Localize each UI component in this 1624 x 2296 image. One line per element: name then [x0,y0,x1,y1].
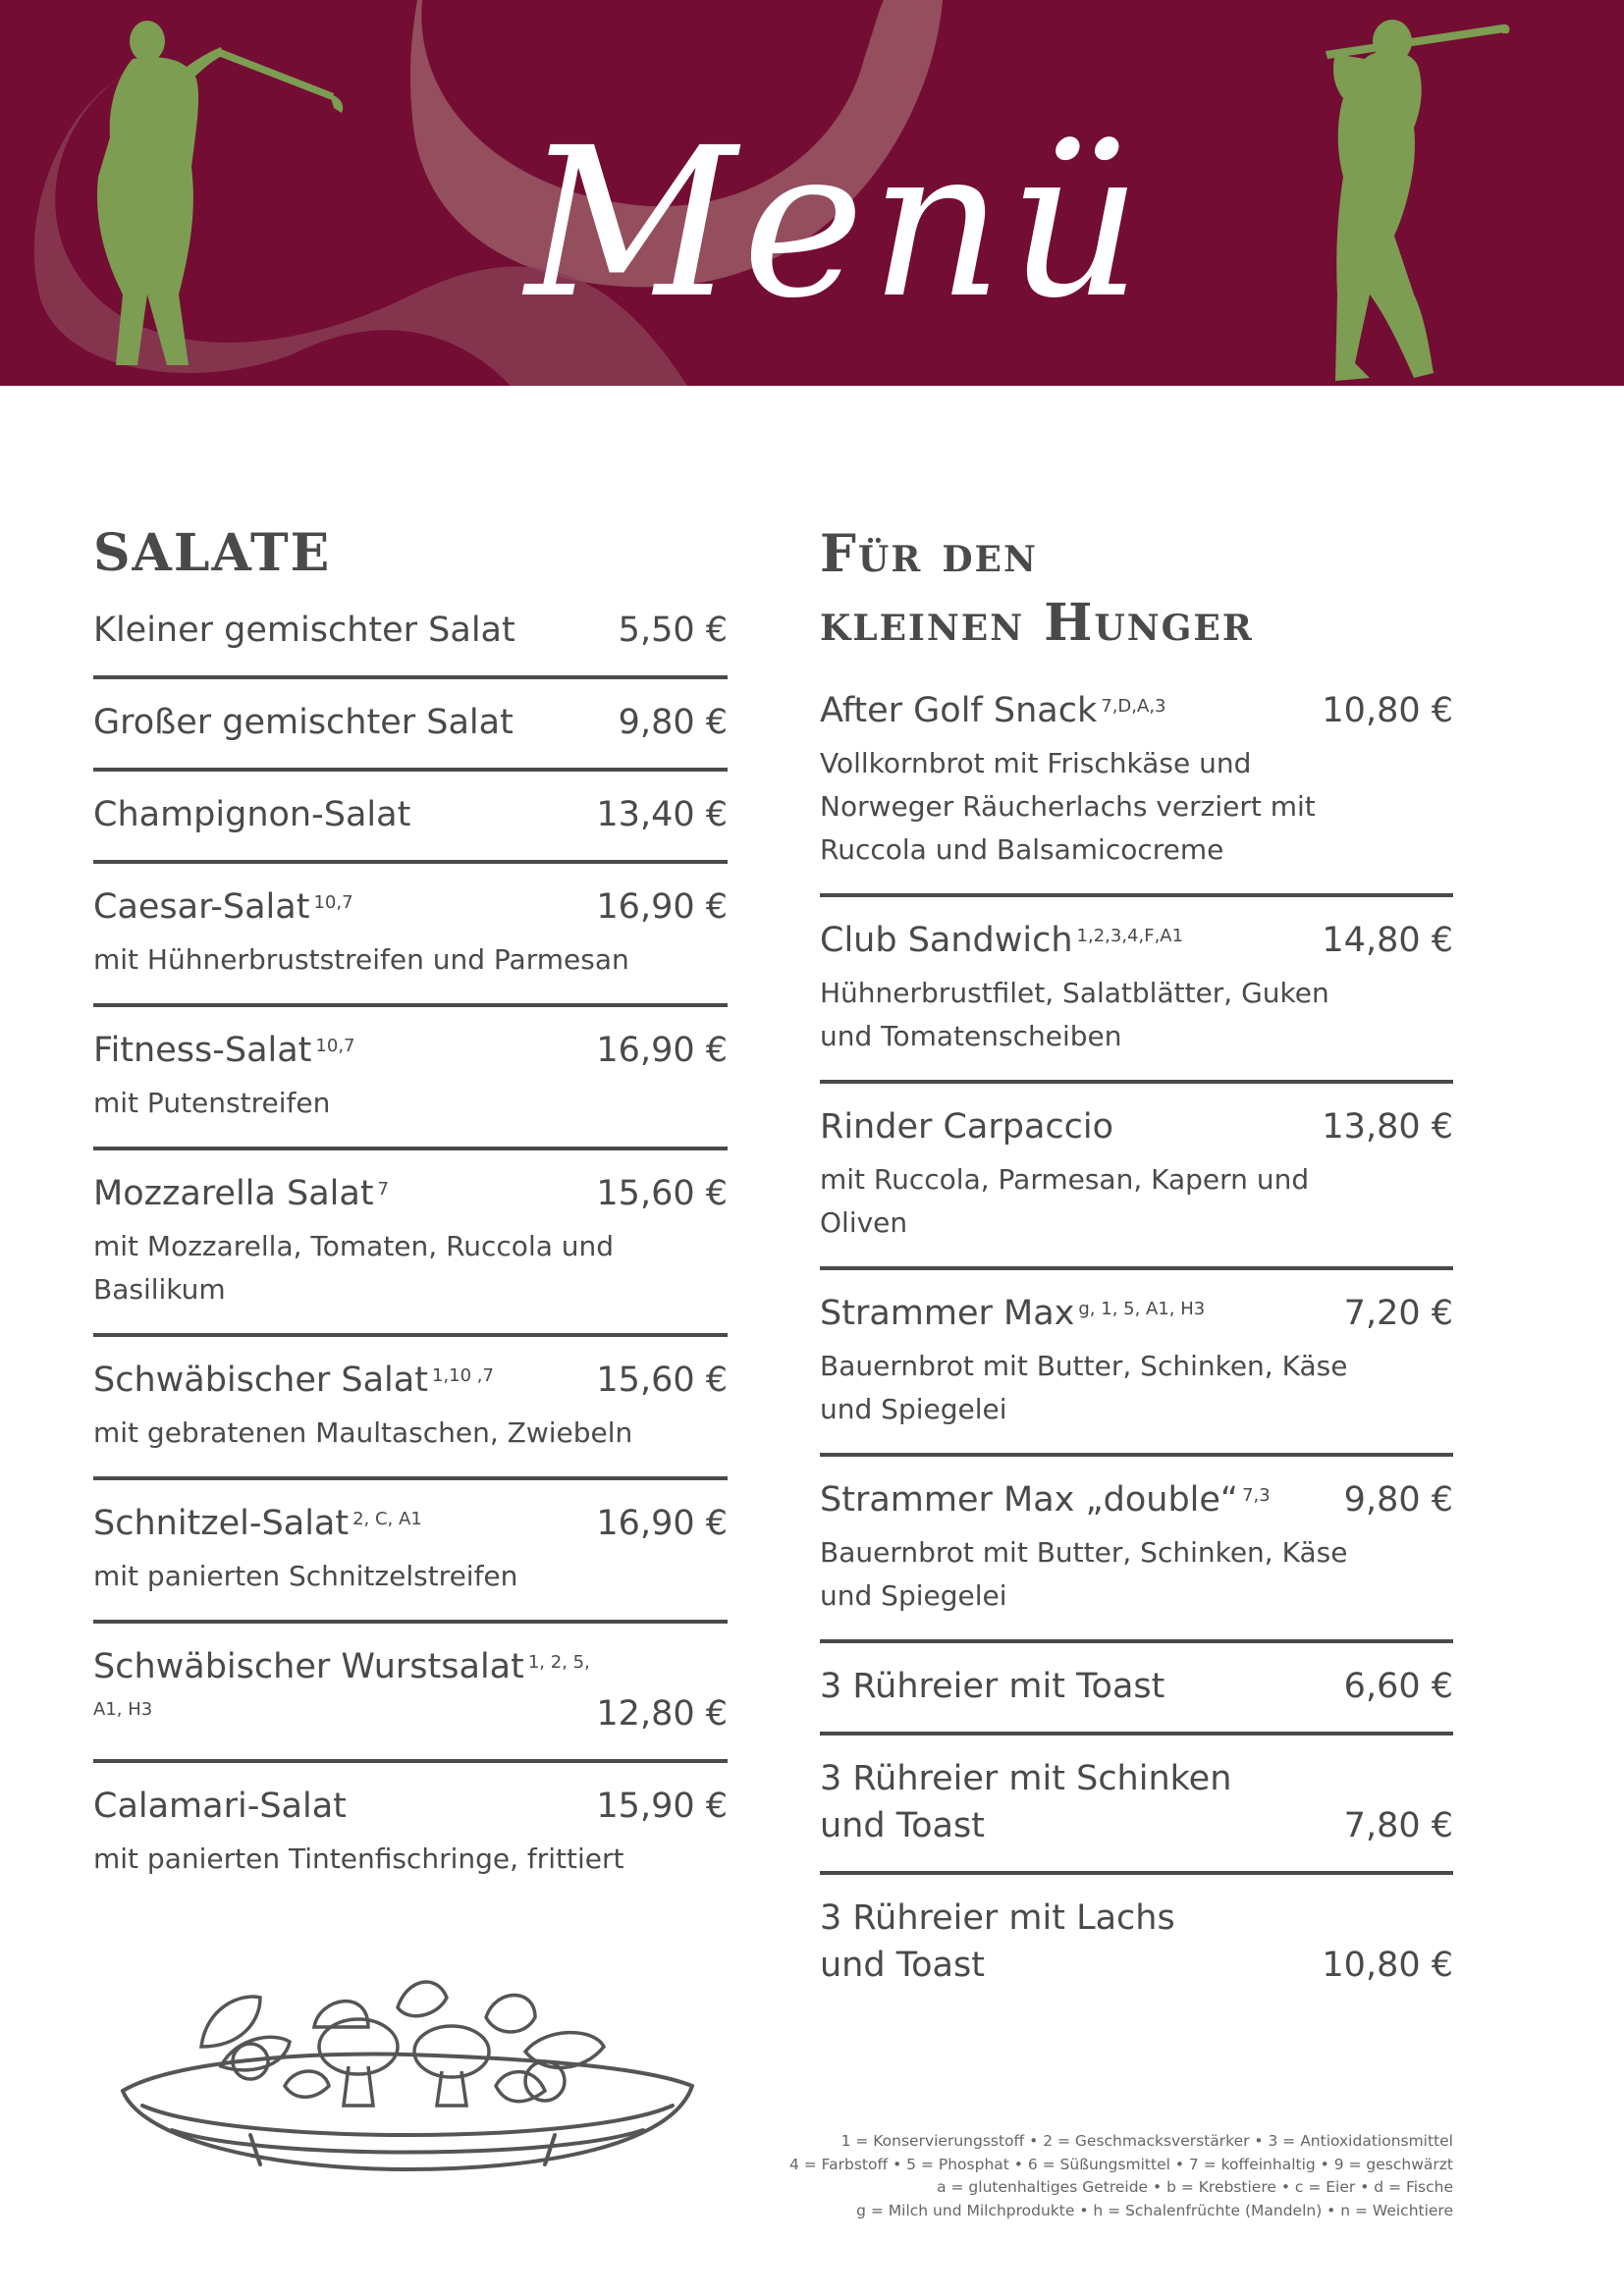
salate-heading: SALATE [93,523,332,583]
salate-column [93,520,728,1902]
menu-item [93,1007,728,1150]
menu-item-name [820,1103,1113,1150]
menu-item [820,1875,1453,2010]
menu-item-name [93,1170,389,1217]
menu-item-row [820,917,1453,964]
menu-item-name [93,1357,494,1404]
menu-item-row [93,607,728,654]
salad-bowl-sketch-icon [113,1968,702,2174]
menu-item-name [820,687,1166,734]
menu-item [93,679,728,772]
menu-item [820,897,1453,1084]
menu-item-name-text: Strammer Max „double“ [820,1480,1239,1520]
menu-item-row [820,1895,1453,1989]
menu-item-name [93,1500,422,1547]
menu-item-description: mit Mozzarella, Tomaten, Ruccola und Basilikum [93,1230,615,1306]
menu-item-name-text: 3 Rühreier mit Schinken und Toast [820,1759,1232,1845]
menu-item-description: Hühnerbrustfilet, Salatblätter, Guken und Tomatenscheiben [820,977,1329,1052]
menu-item-price: 14,80 € [1322,921,1453,960]
menu-item-price: 16,90 € [596,1504,728,1543]
menu-item-name-text: Caesar-Salat [93,887,310,927]
menu-item-name-text: 3 Rühreier mit Toast [820,1667,1165,1706]
menu-item-row [820,687,1453,734]
menu-item-row [93,1643,728,1737]
menu-item-price: 15,60 € [596,1361,728,1400]
menu-item-allergens: 7 [377,1179,389,1200]
menu-item-name [93,1027,355,1074]
menu-item-price: 12,80 € [596,1694,728,1734]
menu-item-price: 16,90 € [596,1031,728,1070]
menu-item-name [820,1290,1205,1337]
hunger-list [820,687,1453,2010]
golfer-woman-icon [97,21,343,365]
menu-item [93,1763,728,1902]
menu-item-name [93,607,515,654]
menu-item-price: 10,80 € [1322,1946,1453,1985]
menu-item-row [820,1755,1453,1849]
menu-item-price: 13,80 € [1322,1107,1453,1147]
menu-item [93,1150,728,1337]
menu-item-price: 10,80 € [1322,691,1453,730]
golfer-man-icon [1326,20,1509,381]
menu-item [93,607,728,679]
menu-item-price: 15,90 € [596,1787,728,1826]
hunger-heading-line1: Für den [820,524,1038,584]
salate-list [93,607,728,1902]
menu-item-name-text: Schwäbischer Salat [93,1361,428,1400]
legend-line: 4 = Farbstoff • 5 = Phosphat • 6 = Süßungsmittel • 7 = koffeinhaltig • 9 = geschwärzt [788,2155,1453,2173]
menu-item-name-text: 3 Rühreier mit Lachs und Toast [820,1898,1175,1985]
menu-item-description: Bauernbrot mit Butter, Schinken, Käse und Spiegelei [820,1350,1348,1425]
menu-item-description: Vollkornbrot mit Frischkäse und Norweger Räucherlachs verziert mit Ruccola und Balsamicocreme [820,747,1316,866]
menu-item-name [93,1643,596,1737]
header-decoration [0,0,1624,386]
menu-item [93,864,728,1007]
menu-item-description: mit gebratenen Maultaschen, Zwiebeln [93,1416,633,1449]
menu-item [820,1084,1453,1270]
menu-item-price: 15,60 € [596,1174,728,1213]
menu-item-allergens: 1, 2, 5, A1, H3 [93,1652,590,1720]
menu-item-allergens: 7,D,A,3 [1101,696,1166,717]
menu-item-description: mit panierten Schnitzelstreifen [93,1560,518,1592]
menu-item-name [820,1895,1232,1989]
menu-item-price: 7,80 € [1343,1806,1453,1845]
menu-item-name [820,1663,1164,1710]
menu-item [93,1480,728,1624]
menu-item-name-text: After Golf Snack [820,691,1098,730]
menu-item-name [93,791,410,838]
menu-item-name-text: Club Sandwich [820,921,1073,960]
menu-item-name-text: Kleiner gemischter Salat [93,611,515,650]
menu-item [820,1457,1453,1643]
menu-item-allergens: 1,2,3,4,F,A1 [1076,926,1184,946]
menu-item-name-text: Rinder Carpaccio [820,1107,1114,1147]
menu-item-row [93,1783,728,1830]
menu-item-name [93,699,514,746]
hunger-column [820,520,1453,2010]
menu-item-name-text: Großer gemischter Salat [93,703,514,742]
menu-item-name [93,883,353,931]
menu-item-price: 9,80 € [1343,1480,1453,1520]
menu-item-description: Bauernbrot mit Butter, Schinken, Käse und Spiegelei [820,1536,1348,1612]
menu-item-name [820,1755,1232,1849]
menu-item-row [820,1290,1453,1337]
menu-item-name-text: Mozzarella Salat [93,1174,374,1213]
menu-item [93,1624,728,1763]
menu-item-row [93,1170,728,1217]
menu-item [820,1643,1453,1735]
menu-item-description: mit Ruccola, Parmesan, Kapern und Oliven [820,1163,1310,1239]
menu-item-allergens: 2, C, A1 [352,1509,422,1529]
menu-item-price: 16,90 € [596,887,728,927]
menu-item-row [820,1103,1453,1150]
menu-item-row [93,1357,728,1404]
menu-item-description: mit Putenstreifen [93,1087,331,1119]
legend-line: a = glutenhaltiges Getreide • b = Krebstiere • c = Eier • d = Fische [937,2178,1453,2196]
menu-item-name [820,1476,1271,1523]
menu-item-name [820,917,1183,964]
menu-item [820,1735,1453,1875]
menu-item-description: mit panierten Tintenfischringe, frittiert [93,1842,624,1875]
hunger-heading [820,520,1453,658]
menu-item-row [93,699,728,746]
menu-item-price: 5,50 € [618,611,728,650]
hunger-heading-line2: kleinen Hunger [820,593,1254,653]
menu-item-description: mit Hühnerbruststreifen und Parmesan [93,943,629,976]
menu-item [93,772,728,864]
allergen-legend [746,2130,1453,2222]
menu-item-allergens: 10,7 [315,1036,355,1056]
menu-item [820,687,1453,897]
menu-item-row [820,1663,1453,1710]
menu-item [820,1270,1453,1457]
menu-item-name-text: Champignon-Salat [93,795,411,834]
menu-title: Menü [525,103,1148,344]
menu-item-row [93,791,728,838]
menu-item-name-text: Strammer Max [820,1294,1075,1333]
header-banner [0,0,1624,386]
menu-item-allergens: g, 1, 5, A1, H3 [1078,1299,1206,1319]
menu-item-price: 6,60 € [1343,1667,1453,1706]
legend-line: 1 = Konservierungsstoff • 2 = Geschmacksverstärker • 3 = Antioxidationsmittel [840,2132,1453,2150]
menu-item-price: 7,20 € [1343,1294,1453,1333]
menu-item-name [93,1783,347,1830]
menu-item [93,1337,728,1480]
menu-item-name-text: Schnitzel-Salat [93,1504,350,1543]
menu-item-allergens: 1,10 ,7 [431,1365,494,1386]
menu-item-price: 9,80 € [618,703,728,742]
menu-item-name-text: Fitness-Salat [93,1031,312,1070]
menu-item-row [820,1476,1453,1523]
menu-item-name-text: Schwäbischer Wurstsalat [93,1647,524,1686]
menu-item-row [93,883,728,931]
menu-item-row [93,1500,728,1547]
menu-item-row [93,1027,728,1074]
menu-item-allergens: 7,3 [1242,1485,1271,1506]
menu-item-price: 13,40 € [596,795,728,834]
menu-item-allergens: 10,7 [313,892,353,913]
menu-item-name-text: Calamari-Salat [93,1787,347,1826]
legend-line: g = Milch und Milchprodukte • h = Schalenfrüchte (Mandeln) • n = Weichtiere [856,2201,1453,2219]
